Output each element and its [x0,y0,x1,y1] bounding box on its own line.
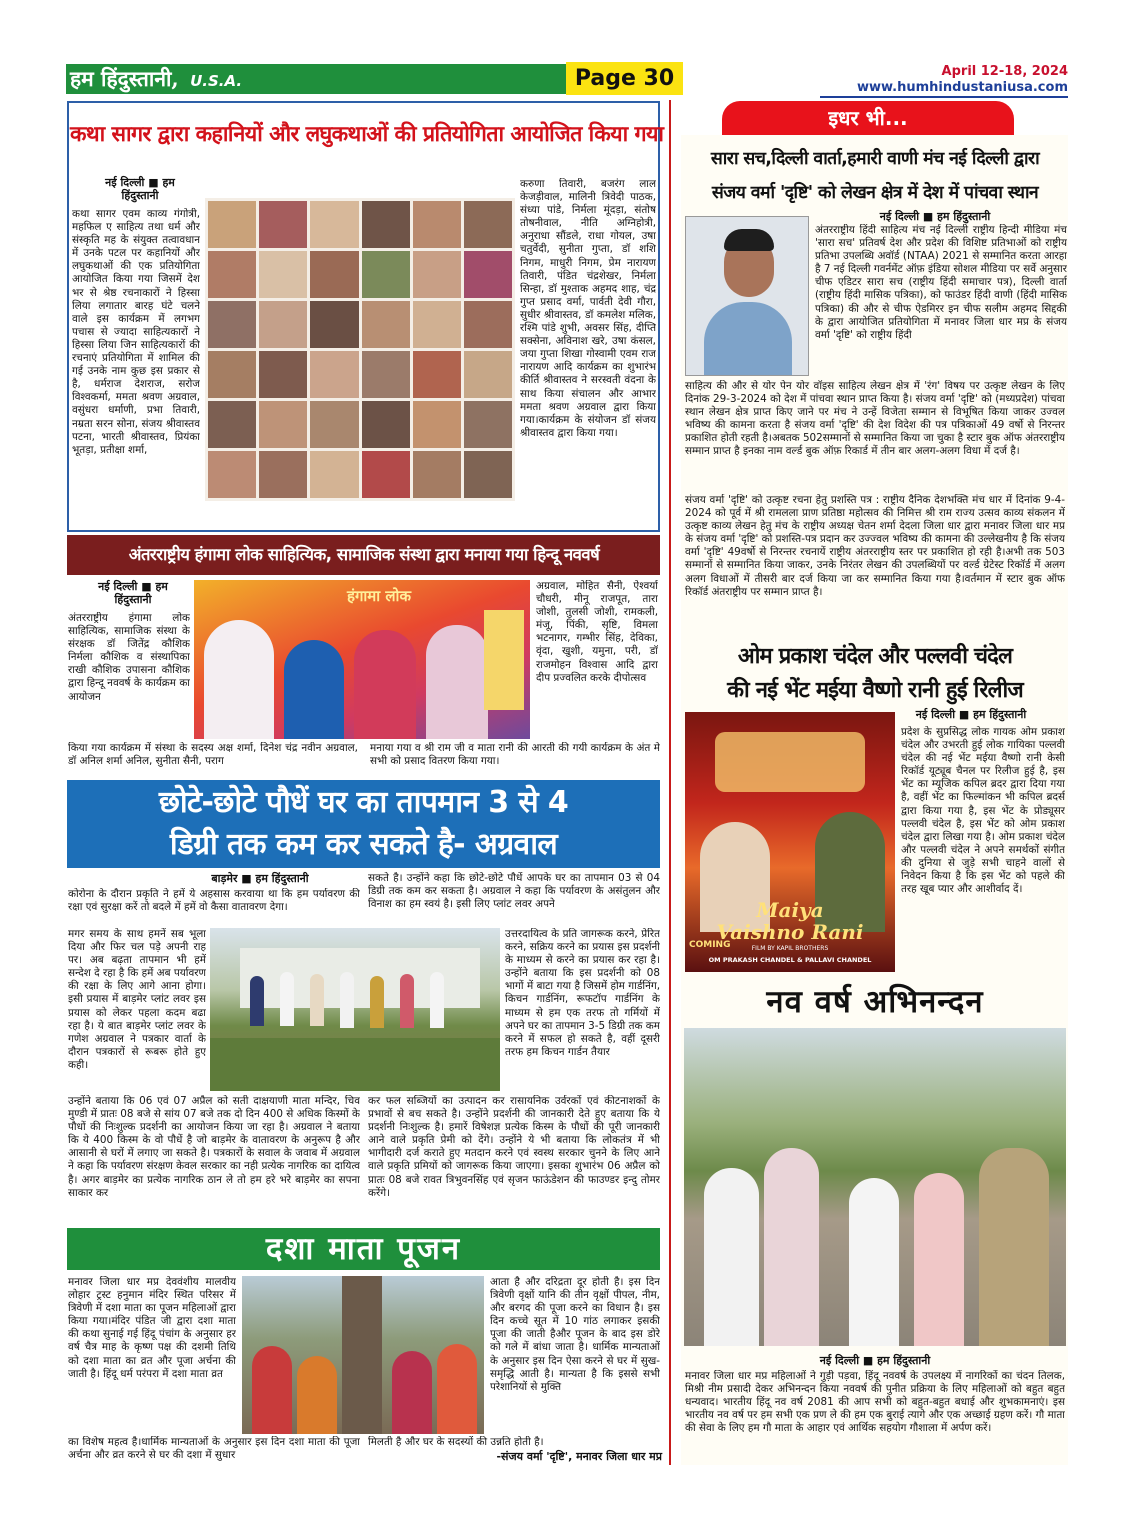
right-article-3-headline: नव वर्ष अभिनन्दन [766,984,984,1020]
right-article-2-headline-line2: की नई भेंट मईया वैष्णो रानी हुई रिलीज [727,678,1023,703]
right-article-3-dateline: नई दिल्ली ■ हम हिंदुस्तानी [819,1354,931,1367]
right-article-1-text-full-2: संजय वर्मा 'दृष्टि' को उत्कृष्ट रचना हेतु प्रशस्ति पत्र : राष्ट्रीय दैनिक देशभक्ति मंच धार में दिनांक 9-4-2024 को पूर्व में श्री रामलला प्राण प्रतिष्ठा महोत्सव की निमित्त श्री राम राज्य उत्सव काव्य संकलन में उत्कृष्ट काव्य लेखन हेतु मंच के राष्ट्रीय अध्यक्ष चेतन शर्मा देदला जिला धार द्वारा मनावर जिला धार मप्र के संजय वर्मा 'दृष्टि' को प्रशस्ति-पत्र प्रदान कर उज्ज्वल भविष्य की कामना की उल्लेखनीय है कि संजय वर्मा 'दृष्टि' 49वर्षो से निरन्तर रचनायें राष्ट्रीय अंतरराष्ट्रीय स्तर पर प्रकाशित हो रही है।अभी तक 503 सम्मानों से सम्मानित किया जाकर, उनके निरंतर लेखन की उपलब्धियों पर वर्ल्ड ग्रेटेस्ट रिकॉर्ड में अलग अलग विधाओं में तीसरी बार दर्ज किया जा कर सम्मानित किया गया है।वर्तमान में स्टार बुक ऑफ रिकॉर्ड अंतराष्ट्रीय पर सम्मान प्राप्त है। [685,494,1065,598]
issue-date: April 12-18, 2024 [941,64,1068,79]
article-1-photo-collage [205,198,515,501]
paper-name: हम हिंदुस्तानी, [70,66,179,91]
page-number: Page 30 [566,62,683,95]
right-article-1-text: अंतरराष्ट्रीय हिंदी साहित्य मंच नई दिल्ली राष्ट्रीय हिन्दी मीडिया मंच 'सारा सच' प्रतिवर्ष देश और प्रदेश की विशिष्ट प्रतिभाओं को राष्ट्रीय प्रतिभा उपलब्धि अवॉर्ड (NTAA) 2021 से सम्मानित करता आरहा है 7 नई दिल्ली गवर्नमेंट ऑफ़ इंडिया सोशल मीडिया पर सर्वे अनुसार चीफ एडिटर सारा सच (राष्ट्रीय हिंदी समाचार पत्र), दिल्ली वार्ता (राष्ट्रीय हिंदी मासिक पत्रिका), को फाउंडर हिंदी वाणी (हिंदी मासिक पत्रिका) की और से चीफ ऐडमिरर इन चीफ सलीम अहमद सिद्दकी के द्वारा आयोजित प्रतियोगिता में मनावर जिला धार मप्र के संजय वर्मा 'दृष्टि' को राष्ट्रीय हिंदी [815,224,1067,341]
article-3-top-left: कोरोना के दौरान प्रकृति ने हमें ये अहसास करवाया था कि हम पर्यावरण की रक्षा एवं सुरक्षा करें तो बदले में हमें वो कैसा वातावरण देगा। [68,888,360,914]
right-article-1-portrait [685,216,809,376]
article-2-col2: अग्रवाल, मोहित सैनी, ऐश्वर्या चौधरी, मीनू राजपूत, तारा जोशी, तुलसी जोशी, रामकली, मंजू, पिंकी, सृष्टि, विमला भटनागर, गम्भीर सिंह, देविका, वृंदा, खुशी, यमुना, परी, डॉ राजमोहन विश्वास आदि द्वारा दीप प्रज्वलित करके दीपोत्सव [536,580,658,684]
article-3-top-right: सकते है। उन्होंने कहा कि छोटे-छोटे पौधें आपके घर का तापमान 03 से 04 डिग्री तक कम कर सकता है। अग्रवाल ने कहा कि पर्यावरण के असंतुलन और विनाश का हम स्वयं है। इसी लिए प्लांट लवर अपने [368,872,660,911]
article-3-headline-line2: डिग्री तक कम कर सकते है- अग्रवाल [169,827,558,862]
right-article-3-text: मनावर जिला धार मप्र महिलाओं ने गुड़ी पड़वा, हिंदू नववर्ष के उपलक्ष्य में नागरिकों का चंदन तिलक, मिश्री नीम प्रसादी देकर अभिनन्दन किया नववर्ष की पुनीत प्रक्रिया के लिए महिलाओं को बहुत बहुत धन्यवाद। भारतीय हिंदू नव वर्ष 2081 की आप सभी को बहुत-बहुत बधाई और शुभकामनाएं। इस भारतीय नव वर्ष पर हम सभी एक प्रण ले की हम एक बुराई त्यागे और एक अच्छाई ग्रहण करें। गौ माता की सेवा के लिए हम गौ माता के आहार एवं आर्थिक सहयोग गौशाला में अर्पण करें। [685,1370,1065,1435]
article-3-bottom-right: कर फल सब्जियों का उत्पादन कर रासायनिक उर्वरकों एवं कीटनाशकों के प्रभावों से बच सकते है। उन्होंने प्रदर्शनी की जानकारी देते हुए बताया कि ये प्रदर्शनी निःशुल्क है। हमारें विषेशज्ञ प्रत्येक किस्म के पौधों की पूरी जानकारी आने वाले प्रकृति प्रेमी को देंगे। उन्होंने ये भी बताया कि लोकतंत्र में भी भागीदारी दर्ज कराते हुए मतदान करने एवं स्वस्थ सरकार चुनने के लिए आने वाले प्रकृति प्रमियों को जागरूक किया जाएगा। इसका शुभारंभ 06 अप्रैल को प्रातः 08 बजे रावत त्रिभुवनसिंह एवं सृजन फाऊंडेशन की फाउण्डर इन्दु तोमर करेंगे। [368,1095,660,1199]
right-article-2-dateline: नई दिल्ली ■ हम हिंदुस्तानी [915,708,1027,721]
article-2-bottom-left: किया गया कार्यक्रम में संस्था के सदस्य अक्ष शर्मा, दिनेश चंद्र नवीन अग्रवाल, डॉ अनिल शर्मा अनिल, सुनीता सैनी, पराग [68,742,358,768]
article-3-bottom-left: उन्होंने बताया कि 06 एवं 07 अप्रैल को सती दाक्षयाणी माता मन्दिर, चिव मुण्डी में प्रातः 08 बजे से सांय 07 बजे तक दो दिन 400 से अधिक किस्मों के पौधों की निःशुल्क प्रदर्शनी का आयोजन किया जा रहा है। अग्रवाल ने बताया कि ये 400 किस्म के वो पौधें है जो बाड़मेर के वातावरण के अनुरूप है और आसानी से घरों में लगाए जा सकते है। पत्रकारों के सवाल के जवाब में अग्रवाल ने कहा कि पर्यावरण संरक्षण केवल सरकार का नही प्रत्येक नागरिक का दायित्व है। अगर बाड़मेर का प्रत्येक नागरिक ठान ले तो हम हरे भरे बाड़मेर का सपना साकार कर [68,1095,360,1199]
poster-singers: OM PRAKASH CHANDEL & PALLAVI CHANDEL [708,956,872,964]
masthead-title [70,65,242,93]
paper-usa: U.S.A. [190,72,243,90]
article-4-headline: दशा माता पूजन [265,1231,462,1267]
masthead-rule [820,96,1068,98]
article-1-col1: कथा सागर एवम काव्य गंगोत्री, महफिल ए साहित्य तथा धर्म और संस्कृति मह के संयुक्त तत्वावधान में उनके पटल पर कहानियों और लघुकथाओं की एक प्रतियोगिता आयोजित किया गया जिसमें देश भर से श्रेष्ठ रचनाकारों ने हिस्सा लिया लगातार बारह घंटे चलने वाले इस कार्यक्रम में लगभग पचास से ज्यादा साहित्यकारों ने हिस्सा लिया जिन साहित्यकारों की रचनाएं प्रतियोगिता में शामिल की गई उनके नाम कुछ इस प्रकार से है, धर्मराज देशराज, सरोज विश्वकर्मा, ममता श्रवण अग्रवाल, वसुंधरा धर्माणी, प्रभा तिवारी, नम्रता सरन सोना, संजय श्रीवास्तव पटना, भारती श्रीवास्तव, प्रियंका भूतड़ा, प्रतीक्षा शर्मा, [72,208,200,456]
article-1-dateline: नई दिल्ली ■ हम हिंदुस्तानी [105,176,175,202]
right-article-3-photo [684,1028,1066,1346]
right-article-2-headline-line1: ओम प्रकाश चंदेल और पल्लवी चंदेल [737,644,1013,669]
article-2-photo [194,580,530,739]
article-3-photo [210,928,500,1091]
poster-coming: COMING [689,940,731,950]
article-4-right: आता है और दरिद्रता दूर होती है। इस दिन त्रिवेणी वृक्षों यानि की तीन वृक्षों पीपल, नीम, और बरगद की पूजा करने का विधान है। इस दिन कच्चे सूत में 10 गांठ लगाकर इसकी पूजा की जाती हैऔर पूजन के बाद इस डोरे को गले में बांधा जाता है। धार्मिक मान्यताओं के अनुसार इस दिन ऐसा करने से घर में सुख-समृद्धि आती है। मान्यता है कि इससे सभी परेशानियों से मुक्ति [490,1276,660,1393]
right-article-2-text: प्रदेश के सुप्रसिद्ध लोक गायक ओम प्रकाश चंदेल और उभरती हुई लोक गायिका पल्लवी चंदेल की नई भेंट मईया वैष्णो रानी केसी रिकॉर्ड यूट्यूब चैनल पर रिलीज हुई है, इस भेंट का म्यूजिक कपिल ब्रदर द्वारा दिया गया है, वहीं भेंट का फिल्मांकन भी कपिल ब्रदर्स द्वारा किया गया है, इस भेंट के प्रोड्यूसर पल्लवी चंदेल है, इस भेंट को ओम प्रकाश चंदेल द्वारा लिखा गया है। ओम प्रकाश चंदेल और पल्लवी चंदेल ने अपने समर्थकों संगीत की दुनिया से जुड़े सभी चाहने वालों से निवेदन किया है कि इस भेंट को पहले की तरह खूब प्यार और आशीर्वाद दें। [901,726,1065,896]
article-4-bottom-right: मिलती है और घर के सदस्यों की उन्नति होती है। [368,1436,544,1448]
poster-credit: FILM BY KAPIL BROTHERS [751,945,829,952]
article-2-col1: अंतरराष्ट्रीय हंगामा लोक साहित्यिक, सामाजिक संस्था के संरक्षक डॉ जितेंद्र कौशिक निर्मला कौशिक व संस्थापिका राखी कौशिक उपासना कौशिक द्वारा हिन्दू नववर्ष के कार्यक्रम का आयोजन [68,612,190,703]
right-article-1-headline-line1: सारा सच,दिल्ली वार्ता,हमारी वाणी मंच नई दिल्ली द्वारा [710,149,1040,169]
article-3-dateline: बाड़मेर ■ हम हिंदुस्तानी [211,872,309,885]
right-article-1-headline-line2: संजय वर्मा 'दृष्टि' को लेखन क्षेत्र में देश में पांचवा स्थान [711,183,1039,203]
poster-title-2: Vaishno Rani [716,920,864,944]
poster-title-1: Maiya [756,898,824,922]
article-1-headline: कथा सागर द्वारा कहानियों और लघुकथाओं की प्रतियोगिता आयोजित किया गया [70,122,664,147]
right-article-1-text-full: साहित्य की और से योर पेन योर वॉइस साहित्य लेखन क्षेत्र में 'रंग' विषय पर उत्कृष्ट लेखन के लिए दिनांक 29-3-2024 को देश में पांचवा स्थान प्राप्त किया है। संजय वर्मा 'दृष्टि' को (मध्यप्रदेश) पांचवा स्थान लेखन क्षेत्र प्राप्त किए जाने पर मंच ने उन्हें विजेता सम्मान से विभूषित किया जाकर उज्वल भविष्य की कामना करता है संजय वर्मा 'दृष्टि' की देश विदेश की पत्र पत्रिकाओं 49 वर्षो से निरन्तर प्रकाशित होती रहती है।अबतक 502सम्मानों से सम्मानित किया जा चुका है स्टार बुक ऑफ अंतरराष्ट्रीय सम्मान प्राप्त है इनका नाम वर्ल्ड बुक ऑफ़ रिकार्ड में तीन बार अलग-अलग विधा में दर्ज है। [685,380,1065,458]
article-2-headline: अंतरराष्ट्रीय हंगामा लोक साहित्यिक, सामाजिक संस्था द्वारा मनाया गया हिन्दू नववर्ष [128,545,600,564]
article-3-headline-line1: छोटे-छोटे पौधें घर का तापमान 3 से 4 [158,785,569,820]
right-article-2-poster [685,712,895,972]
article-1-col2: करुणा तिवारी, बजरंग लाल केजड़ीवाल, मालिनी त्रिवेदी पाठक, संध्या पांडे, निर्मला मूंदड़ा, संतोष तोषनीवाल, नीति अग्निहोत्री, अनुराधा सौंडले, राधा गोयल, उषा चतुर्वेदी, सुनीता गुप्ता, डॉ शशि निगम, माधुरी निगम, प्रेम नारायण तिवारी, पंडित चंद्रशेखर, निर्मला सिन्हा, डॉ मुश्ताक अहमद शाह, चंद्र गुप्त प्रसाद वर्मा, पार्वती देवी गौरा, सुधीर श्रीवास्तव, डॉ कमलेश मलिक, रश्मि पांडे शुभी, अवसर सिंह, दीप्ति सक्सेना, अविनाश खरे, उषा कंसल, जया गुप्ता शिखा गोस्वामी एवम राज नारायण आदि कार्यक्रम का शुभारंभ कीर्ति श्रीवास्तव ने सरस्वती वंदना के साथ किया संचालन और आभार ममता श्रवण अग्रवाल द्वारा किया गया।कार्यक्रम के संयोजन डॉ संजय श्रीवास्तव द्वारा किया गया। [520,178,656,439]
article-2-banner-text: हंगामा लोक [347,587,411,605]
article-2-dateline: नई दिल्ली ■ हम हिंदुस्तानी [98,580,168,606]
site-url[interactable]: www.humhindustaniusa.com [856,80,1068,95]
article-4-left: मनावर जिला धार मप्र देववंशीय मालवीय लोहार ट्रस्ट हनुमान मंदिर स्थित परिसर में त्रिवेणी में दशा माता का पूजन महिलाओं द्वारा किया गया।मंदिर पंडित जी द्वारा दशा माता की कथा सुनाई गई हिंदू पंचांग के अनुसार हर वर्ष चैत्र माह के कृष्ण पक्ष की दशमी तिथि को दशा माता का व्रत और पूजा अर्चना की जाती है। हिंदू धर्म परंपरा में दशा माता व्रत [68,1276,236,1380]
article-2-bottom-right: मनाया गया व श्री राम जी व माता रानी की आरती की गयी कार्यक्रम के अंत मे सभी को प्रसाद वितरण किया गया। [370,742,660,768]
right-article-1-dateline: नई दिल्ली ■ हम हिंदुस्तानी [879,210,991,223]
column-divider [669,100,671,1465]
article-4-photo [242,1276,484,1434]
article-3-right: उत्तरदायित्व के प्रति जागरूक करने, प्रेरित करने, सक्रिय करने का प्रयास इस प्रदर्शनी के माध्यम से करने का प्रयास कर रहा है। उन्होंने बताया कि इस प्रदर्शनी को 08 भागों में बाटा गया है जिसमें होम गार्डनिंग, किचन गार्डनिंग, रूफटॉप गार्डनिंग के माध्यम से हम एक तरफ तो गर्मियों में अपने घर का तापमान 3-5 डिग्री तक कम करने में सफल हो सकते है, वहीं दूसरी तरफ हम किचन गार्डन तैयार [505,928,660,1058]
article-4-bottom-left: का विशेष महत्व है।धार्मिक मान्यताओं के अनुसार इस दिन दशा माता की पूजा अर्चना और व्रत करने से घर की दशा में सुधार [68,1436,360,1462]
article-4-credit: -संजय वर्मा 'दृष्टि', मनावर जिला धार मप्र [496,1450,662,1463]
article-3-left: मगर समय के साथ हमनें सब भूला दिया और फिर चल पड़े अपनी राह पर। अब बढ़ता तापमान भी हमें सन्देश दे रहा है कि हमें अब पर्यावरण की रक्षा के लिए आगे आना होगा। इसी प्रयास में बाड़मेर प्लांट लवर इस प्रयास को लेकर पहला कदम बढा रहा है। ये बात बाड़मेर प्लांट लवर के गणेश अग्रवाल ने पत्रकार वार्ता के दौरान पत्रकारों से रूबरू होते हुए कही। [68,928,206,1071]
idhar-bhi-tab: इधर भी... [722,101,1014,135]
